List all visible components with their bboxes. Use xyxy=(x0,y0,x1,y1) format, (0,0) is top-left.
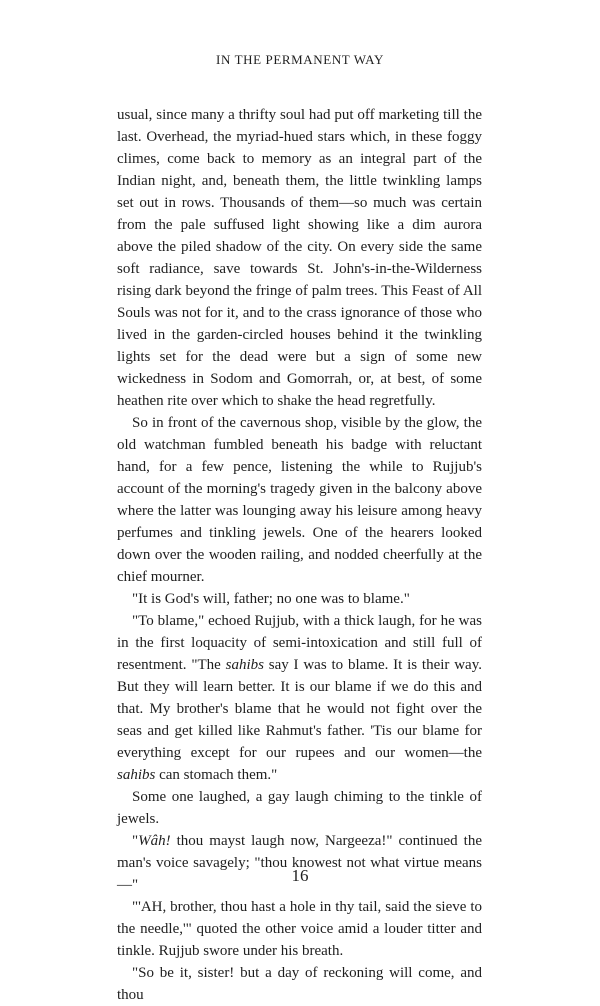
text-run: can stomach them." xyxy=(155,767,278,783)
text-run: "So be it, sister! but a day of reckoning will come, and thou xyxy=(117,965,482,1003)
text-run: say I was to blame. It is their way. But they will learn better. It is our blame if we do this and that. My brother's blame that he would not fight over the seas and get killed like Rahmut's father. 'Tis our blame for everything except for our rupees and our women—the xyxy=(117,657,482,761)
paragraph xyxy=(117,610,482,786)
text-run: thou mayst laugh now, Nargeeza!" continued the man's voice savagely; "thou knowest not what virtue means—" xyxy=(117,833,482,893)
text-run: So in front of the cavernous shop, visible by the glow, the old watchman fumbled beneath his badge with reluctant hand, for a few pence, listening the while to Rujjub's account of the morning's tragedy given in the balcony above where the latter was lounging away his leisure among heavy perfumes and tinkling jewels. One of the hearers looked down over the wooden railing, and nodded cheerfully at the chief mourner. xyxy=(117,415,482,585)
paragraph xyxy=(117,830,482,896)
text-run: "'AH, brother, thou hast a hole in thy tail, said the sieve to the needle,'" quoted the other voice amid a louder titter and tinkle. Rujjub swore under his breath. xyxy=(117,899,482,959)
italic-text: sahibs xyxy=(225,657,264,673)
italic-text: Wâh! xyxy=(138,833,171,849)
paragraph xyxy=(117,896,482,962)
text-run: "It is God's will, father; no one was to blame." xyxy=(132,591,410,607)
paragraph xyxy=(117,786,482,830)
text-run: " xyxy=(132,833,139,849)
paragraph xyxy=(117,412,482,588)
text-run: usual, since many a thrifty soul had put off marketing till the last. Overhead, the myriad-hued stars which, in these foggy climes, come back to memory as an integral part of the Indian night, and, beneath them, the little twinkling lamps set out in rows. Thousands of them—so much was certain from the pale suffused light showing like a dim aurora above the piled shadow of the city. On every side the same soft radiance, save towards St. John's-in-the-Wilderness rising dark beyond the fringe of palm trees. This Feast of All Souls was not for it, and to the crass ignorance of those who lived in the garden-circled houses behind it the twinkling lights set for the dead were but a sign of some new wickedness in Sodom and Gomorrah, or, at best, of some heathen rite over which to shake the head regretfully. xyxy=(117,107,482,409)
running-head: IN THE PERMANENT WAY xyxy=(216,52,384,67)
text-run: "To blame," echoed Rujjub, with a thick laugh, for he was in the first loquacity of semi-intoxication and still full of resentment. "The xyxy=(117,613,482,673)
paragraph xyxy=(117,588,482,610)
page-number: 16 xyxy=(291,866,309,885)
paragraph xyxy=(117,104,482,412)
paragraph xyxy=(117,962,482,1006)
italic-text: sahibs xyxy=(117,767,156,783)
text-run: Some one laughed, a gay laugh chiming to the tinkle of jewels. xyxy=(117,789,482,827)
